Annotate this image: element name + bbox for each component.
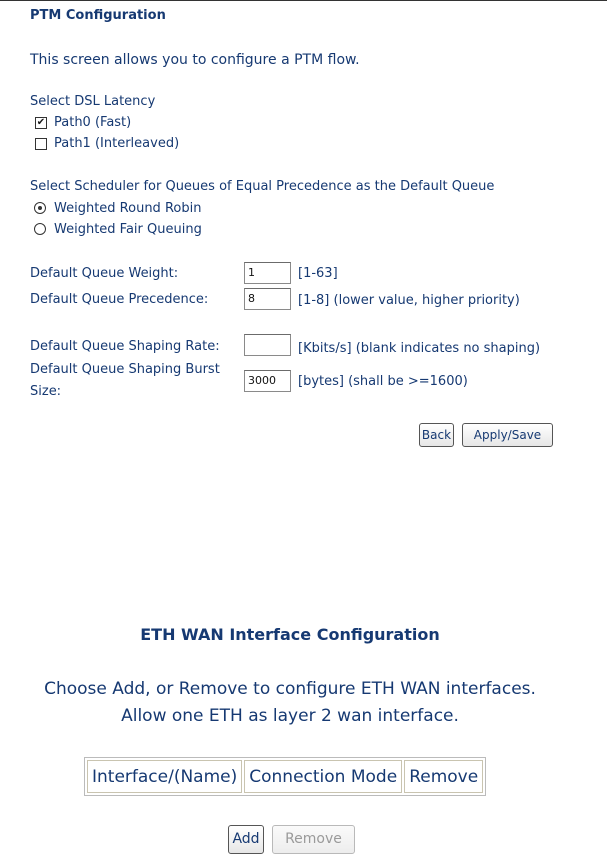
wrr-radio[interactable] (34, 202, 46, 214)
queue-precedence-label: Default Queue Precedence: (30, 292, 209, 307)
shaping-rate-input[interactable] (244, 334, 291, 356)
shaping-burst-hint: [bytes] (shall be >=1600) (298, 374, 468, 389)
shaping-rate-label: Default Queue Shaping Rate: (30, 339, 220, 354)
wfq-radio[interactable] (34, 223, 46, 235)
wrr-label: Weighted Round Robin (54, 201, 202, 216)
path0-label: Path0 (Fast) (54, 115, 132, 130)
shaping-rate-hint: [Kbits/s] (blank indicates no shaping) (298, 341, 541, 356)
column-header-remove: Remove (404, 760, 483, 793)
queue-weight-hint: [1-63] (298, 266, 338, 281)
remove-button[interactable]: Remove (272, 825, 355, 854)
shaping-burst-label: Default Queue Shaping Burst (30, 362, 220, 377)
top-divider (0, 0, 607, 1)
intro-text: This screen allows you to configure a PTM flow. (30, 52, 360, 68)
queue-weight-label: Default Queue Weight: (30, 266, 179, 281)
page-title: PTM Configuration (30, 8, 166, 23)
scheduler-label: Select Scheduler for Queues of Equal Precedence as the Default Queue (30, 179, 495, 194)
eth-description-line1: Choose Add, or Remove to configure ETH WAN interfaces. (44, 679, 536, 699)
wfq-label: Weighted Fair Queuing (54, 222, 202, 237)
latency-label: Select DSL Latency (30, 94, 156, 109)
column-header-interface: Interface/(Name) (87, 760, 242, 793)
eth-interface-table (84, 757, 486, 796)
table-header-row (87, 760, 483, 793)
back-button[interactable]: Back (419, 423, 454, 447)
queue-precedence-hint: [1-8] (lower value, higher priority) (298, 293, 520, 308)
eth-section-title: ETH WAN Interface Configuration (140, 625, 440, 644)
add-button[interactable]: Add (228, 825, 264, 854)
shaping-burst-label-cont: Size: (30, 384, 62, 399)
queue-precedence-input[interactable]: 8 (244, 288, 291, 310)
column-header-connection-mode: Connection Mode (244, 760, 402, 793)
path0-checkbox[interactable]: ✔ (36, 117, 46, 128)
path1-label: Path1 (Interleaved) (54, 136, 180, 151)
eth-description-line2: Allow one ETH as layer 2 wan interface. (121, 706, 459, 726)
shaping-burst-input[interactable]: 3000 (244, 370, 291, 392)
apply-save-button[interactable]: Apply/Save (462, 423, 553, 447)
path1-checkbox[interactable] (35, 138, 47, 150)
queue-weight-input[interactable]: 1 (244, 262, 291, 284)
